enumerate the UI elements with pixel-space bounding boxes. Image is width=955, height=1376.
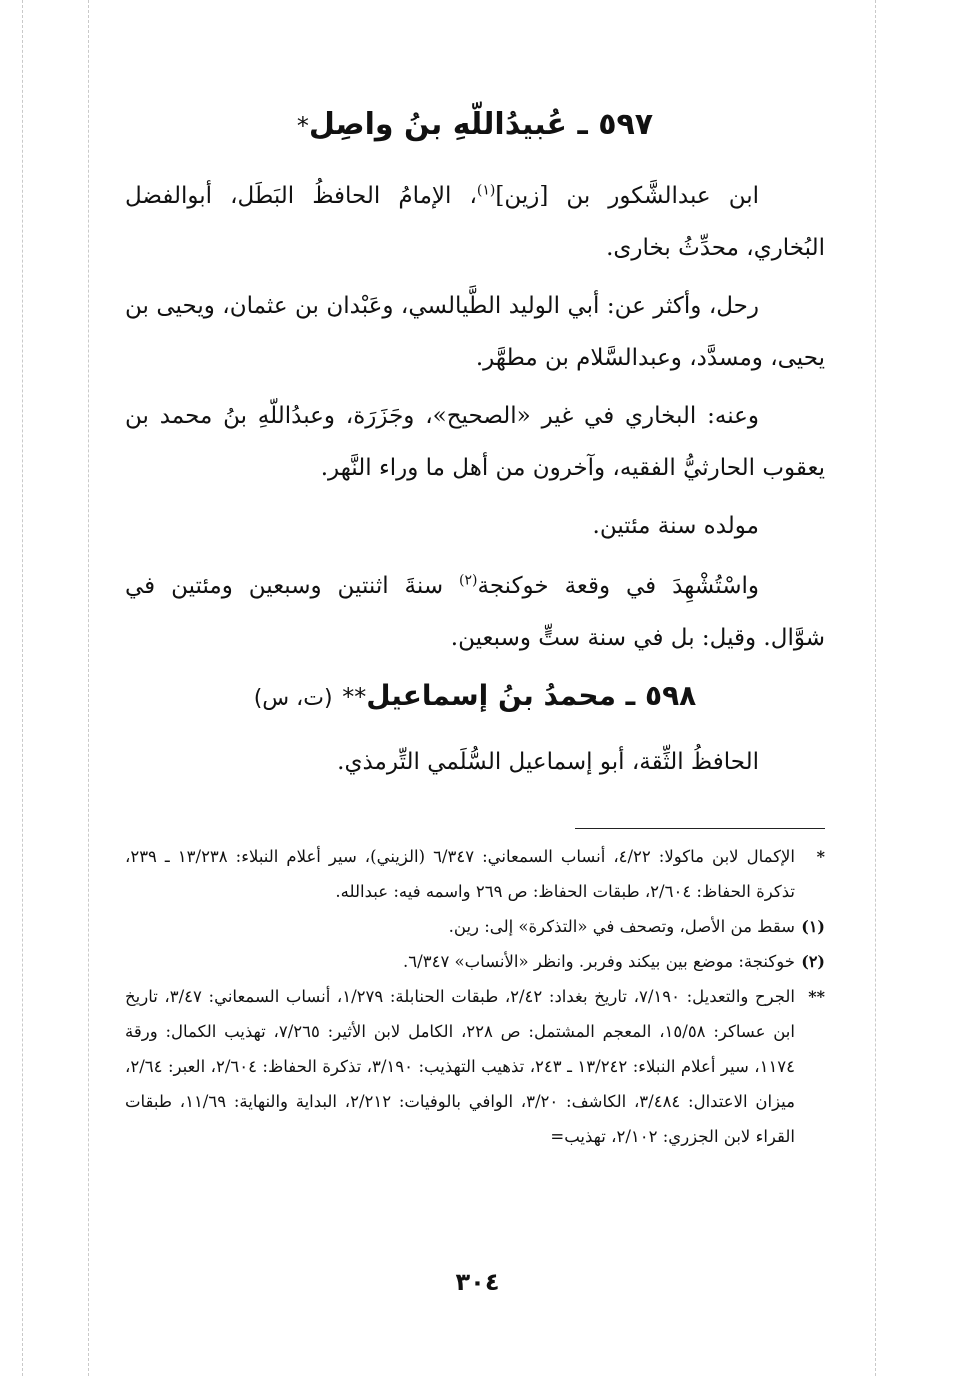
body-paragraph	[125, 500, 825, 552]
scan-guide-line	[22, 0, 23, 1376]
biography-entry	[125, 678, 825, 788]
paragraph-text: مولده سنة مئتين.	[592, 513, 759, 539]
paragraph-text: واسْتُشْهِدَ في وقعة خوكنجة	[477, 573, 759, 599]
footnote-marker: (٢)	[801, 952, 825, 972]
paragraph-text: رحل، وأكثر عن: أبي الوليد الطَّيالسي، وعَبْدان بن عثمان، ويحيى بن يحيى، ومسدَّد، وعبدالسَّلام بن مطهَّر.	[125, 293, 825, 371]
footnote-text: خوكنجة: موضع بين بيكند وفربر. وانظر «الأنساب» ٦/٣٤٧.	[403, 952, 795, 972]
scan-guide-line	[875, 0, 876, 1376]
entry-name: عُبيدُاللّهِ بنُ واصِل	[308, 107, 568, 142]
body-paragraph	[125, 560, 825, 664]
footnote	[125, 839, 825, 909]
body-paragraph	[125, 280, 825, 384]
body-paragraph	[125, 170, 825, 274]
entry-sigil: **	[342, 683, 367, 711]
entry-dash: ـ	[625, 679, 636, 712]
entry-heading	[125, 678, 825, 714]
footnote	[125, 909, 825, 944]
footnotes	[125, 839, 825, 1154]
footnote-marker: (١)	[801, 917, 825, 937]
paragraph-text: الحافظُ الثِّقة، أبو إسماعيل السُّلَمي التِّرمذي.	[337, 749, 759, 776]
body-paragraph	[125, 390, 825, 494]
footnote-text: الإكمال لابن ماكولا: ٤/٢٢، أنساب السمعاني: ٦/٣٤٧ (الزيني)، سير أعلام النبلاء: ١٣/٢٣٨ ـ ٢٣٩، تذكرة الحفاظ: ٢/٦٠٤، طبقات الحفاظ: ص ٢٦٩ واسمه فيه: عبدالله.	[125, 847, 795, 902]
page-number: ٣٠٤	[455, 1268, 500, 1296]
footnote-marker: *	[816, 847, 825, 867]
footnote-separator	[575, 828, 825, 829]
entry-number: ٥٩٧	[598, 107, 654, 142]
entry-tags: (ت، س)	[253, 686, 333, 711]
footnote-marker: **	[808, 987, 825, 1007]
body-paragraph	[125, 736, 825, 788]
entry-number: ٥٩٨	[645, 679, 697, 712]
footnote	[125, 944, 825, 979]
footnote-reference: (١)	[476, 182, 496, 199]
biography-entry	[125, 105, 825, 664]
paragraph-text: ابن عبدالشَّكور بن [زين]	[495, 183, 759, 209]
entry-heading	[125, 105, 825, 144]
scan-guide-line	[88, 0, 89, 1376]
book-page	[125, 105, 825, 1154]
footnote-reference: (٢)	[459, 572, 478, 589]
footnote	[125, 979, 825, 1154]
entry-dash: ـ	[577, 107, 588, 142]
entry-name: محمدُ بنُ إسماعيل	[366, 679, 616, 712]
paragraph-text: سنةَ اثنتين وسبعين ومئتين في شوَّال. وقيل: بل في سنة ستٍّ وسبعين.	[125, 573, 825, 651]
paragraph-text: ، الإمامُ الحافظُ البَطَل، أبوالفضل البُخاري، محدِّثُ بخارى.	[125, 183, 825, 261]
entry-sigil: *	[296, 112, 309, 140]
paragraph-text: وعنه: البخاري في غير «الصحيح»، وجَزَرَة، وعبدُاللّهِ بنُ محمد بن يعقوب الحارثيُّ الفقيه، وآخرون من أهل ما وراء النَّهر.	[125, 403, 825, 481]
footnote-text: سقط من الأصل، وتصحف في «التذكرة» إلى: رين.	[448, 917, 795, 937]
footnote-text: الجرح والتعديل: ٧/١٩٠، تاريخ بغداد: ٢/٤٢، طبقات الحنابلة: ١/٢٧٩، أنساب السمعاني: ٣/٤٧، تاريخ ابن عساكر: ١٥/٥٨، المعجم المشتمل: ص ٢٢٨، الكامل لابن الأثير: ٧/٢٦٥، تهذيب الكمال: ورقة ١١٧٤، سير أعلام النبلاء: ١٣/٢٤٢ ـ ٢٤٣، تذهيب التهذيب: ٣/١٩٠، تذكرة الحفاظ: ٢/٦٠٤، العبر: ٢/٦٤، ميزان الاعتدال: ٣/٤٨٤، الكاشف: ٣/٢٠، الوافي بالوفيات: ٢/٢١٢، البداية والنهاية: ١١/٦٩، طبقات القراء لابن الجزري: ٢/١٠٢، تهذيب=	[125, 987, 796, 1147]
